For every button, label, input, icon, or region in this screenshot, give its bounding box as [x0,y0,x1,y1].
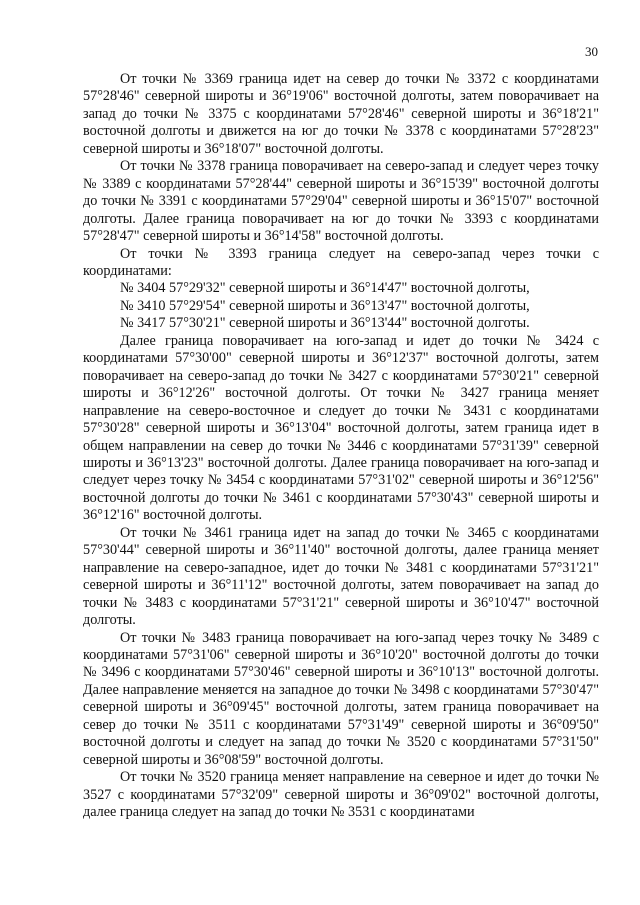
coordinate-list-item: № 3404 57°29'32" северной широты и 36°14'47" восточной долготы, [120,280,530,297]
paragraph-3: От точки № 3393 граница следует на северо-запад через точки с координатами: [83,245,599,279]
paragraph-4: Далее граница поворачивает на юго-запад и идет до точки № 3424 с координатами 57°30'00" северной широты и 36°12'37" восточной долготы, затем поворачивает на северо-запад до точки № 3427 с координатами 57°30'21" северной широты и 36°12'26" восточной долготы. От точки № 3427 граница меняет направление на северо-восточное и следует до точки № 3431 с координатами 57°30'28" северной широты и 36°13'04" восточной долготы, затем граница идет в общем направлении на север до точки № 3446 с координатами 57°31'39" северной широты и 36°13'23" восточной долготы. Далее граница поворачивает на юго-запад и следует через точку № 3454 с координатами 57°31'02" северной широты и 36°12'56" восточной долготы до точки № 3461 с координатами 57°30'43" северной широты и 36°12'16" восточной долготы. [83,332,599,524]
paragraph-7: От точки № 3520 граница меняет направление на северное и идет до точки № 3527 с координатами 57°32'09" северной широты и 36°09'02" восточной долготы, далее граница следует на запад до точки № 3531 с координатами [83,769,599,821]
coordinate-list-item: № 3410 57°29'54" северной широты и 36°13'47" восточной долготы, [120,297,530,314]
paragraph-1: От точки № 3369 граница идет на север до точки № 3372 с координатами 57°28'46" северной широты и 36°19'06" восточной долготы, затем поворачивает на запад до точки № 3375 с координатами 57°28'46" северной широты и 36°18'21" восточной долготы и движется на юг до точки № 3378 с координатами 57°28'23" северной широты и 36°18'07" восточной долготы. [83,71,599,157]
coordinate-list-item: № 3417 57°30'21" северной широты и 36°13'44" восточной долготы. [120,315,530,332]
paragraph-5: От точки № 3461 граница идет на запад до точки № 3465 с координатами 57°30'44" северной широты и 36°11'40" восточной долготы, далее граница меняет направление на северо-западное, идет до точки № 3481 с координатами 57°31'21" северной широты и 36°11'12" восточной долготы, затем поворачивает на запад до точки № 3483 с координатами 57°31'21" северной широты и 36°10'47" восточной долготы. [83,524,599,629]
paragraph-6: От точки № 3483 граница поворачивает на юго-запад через точку № 3489 с координатами 57°31'06" северной широты и 36°10'20" восточной долготы до точки № 3496 с координатами 57°30'46" северной широты и 36°10'13" восточной долготы. Далее направление меняется на западное до точки № 3498 с координатами 57°30'47" северной широты и 36°09'45" восточной долготы, затем граница поворачивает на север до точки № 3511 с координатами 57°31'49" северной широты и 36°09'50" восточной долготы и следует на запад до точки № 3520 с координатами 57°31'50" северной широты и 36°08'59" восточной долготы. [83,629,599,768]
page-number: 30 [585,44,598,59]
paragraph-2: От точки № 3378 граница поворачивает на северо-запад и следует через точку № 3389 с координатами 57°28'44" северной широты и 36°15'39" восточной долготы до точки № 3391 с координатами 57°29'04" северной широты и 36°15'07" восточной долготы. Далее граница поворачивает на юг до точки № 3393 с координатами 57°28'47" северной широты и 36°14'58" восточной долготы. [83,158,599,245]
document-body [83,71,599,821]
